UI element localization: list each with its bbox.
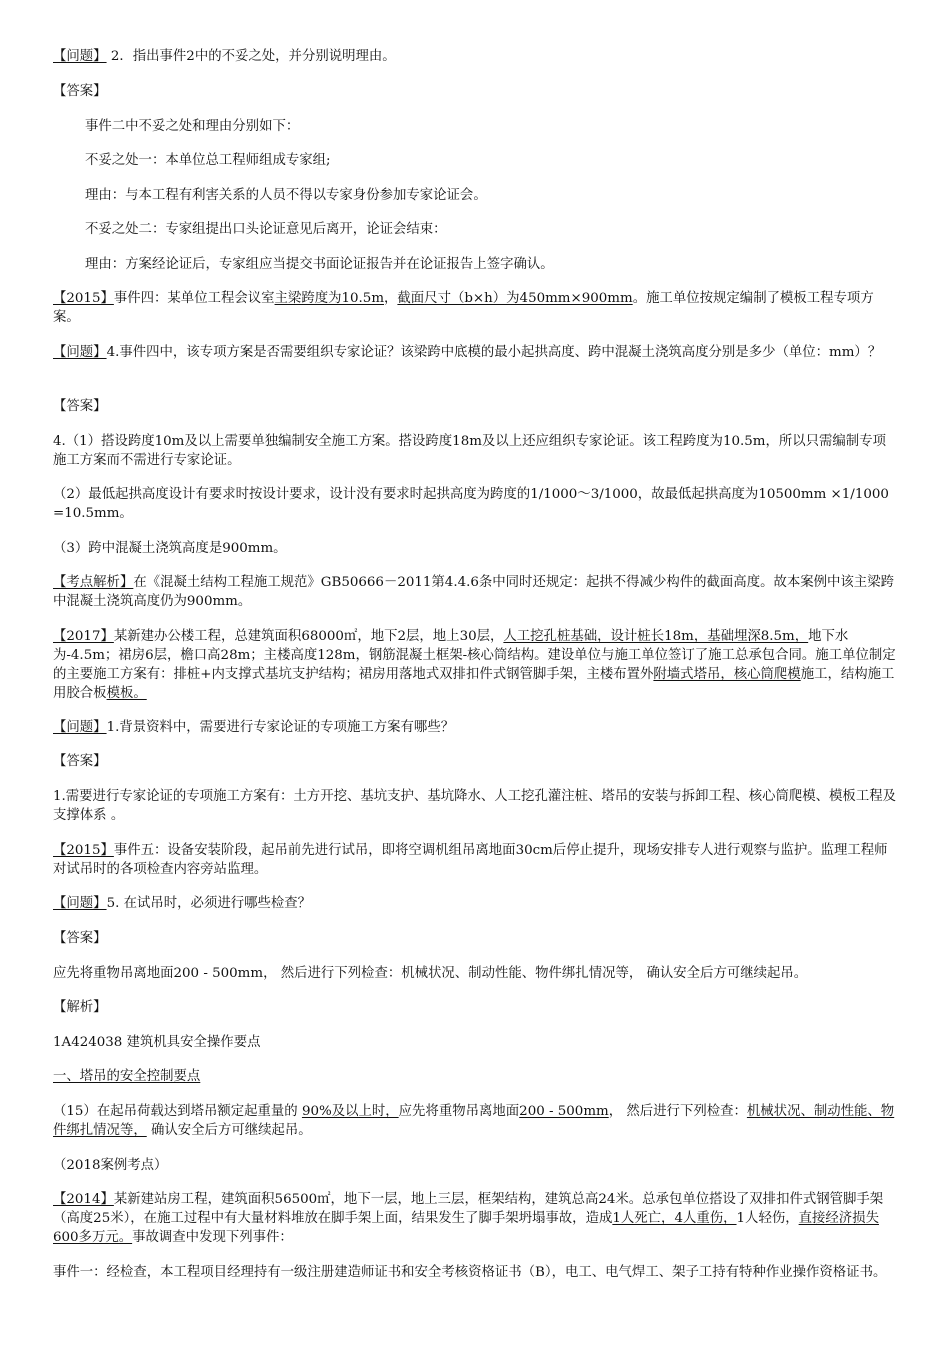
answer-1: 1.需要进行专家论证的专项施工方案有：土方开挖、基坑支护、基坑降水、人工挖孔灌注桩、塔吊的安装与拆卸工程、核心筒爬模、模板工程及支撑体系 。: [53, 789, 896, 823]
improper-point-2: 不妥之处二：专家组提出口头论证意见后离开，论证会结束：: [85, 222, 447, 237]
question-text: 2．指出事件2中的不妥之处，并分别说明理由。: [110, 49, 396, 64]
question-tag: 【问题】: [53, 896, 107, 911]
analysis-tag: 【考点解析】: [53, 575, 134, 590]
case-2017: [53, 627, 898, 703]
underlined-text: 附墙式塔吊，核心筒爬模: [653, 667, 801, 682]
section-code: 1A424038 建筑机具安全操作要点: [53, 1035, 261, 1050]
underlined-text: 模板。: [106, 686, 147, 701]
answer-4-part-3: （3）跨中混凝土浇筑高度是900mm。: [53, 541, 287, 556]
text: 某新建办公楼工程，总建筑面积68000㎡，地下2层，地上30层，: [113, 629, 504, 644]
question-tag: 【问题】: [53, 345, 107, 360]
year-tag: 【2017】: [53, 629, 114, 644]
answer-heading: 【答案】: [53, 399, 107, 414]
text: 地下水为-4.5m；裙房6层，檐口高28m；主楼高度128m，钢筋混凝土框架-核心筒结构。建设单位与施工单位签订了施工总承包合同。施工单位制定的主要施工方案有：排桩+内支撑式基坑支护结构；裙房用落地式双排扣件式钢管脚手架，主楼布置外: [53, 629, 896, 682]
underlined-text: 200 - 500mm: [519, 1104, 609, 1119]
answer-intro: 事件二中不妥之处和理由分别如下：: [85, 119, 300, 134]
exam-point-note: （2018案例考点）: [53, 1158, 168, 1173]
question-tag: 【问题】: [53, 720, 107, 735]
question-1: [53, 718, 454, 737]
answer-5: 应先将重物吊离地面200 - 500mm， 然后进行下列检查：机械状况、制动性能、物件绑扎情况等， 确认安全后方可继续起吊。: [53, 966, 808, 981]
text: 事件四：某单位工程会议室: [113, 291, 275, 306]
rule-15: [53, 1102, 898, 1140]
question-text: 1.背景资料中，需要进行专家论证的专项施工方案有哪些？: [106, 720, 455, 735]
question-text: 5. 在试吊时，必须进行哪些检查？: [106, 896, 312, 911]
text: 应先将重物吊离地面: [398, 1104, 520, 1119]
analysis-text: 在《混凝土结构工程施工规范》GB50666－2011第4.4.6条中同时还规定：起拱不得减少构件的截面高度。故本案例中该主梁跨中混凝土浇筑高度仍为900mm。: [53, 575, 894, 609]
event-1: 事件一：经检查，本工程项目经理持有一级注册建造师证书和安全考核资格证书（B），电工、电气焊工、架子工持有特种作业操作资格证书。: [53, 1265, 887, 1280]
underlined-text: 1人死亡，4人重伤，: [612, 1211, 737, 1226]
answer-heading: 【答案】: [53, 84, 107, 99]
key-point-analysis: [53, 573, 898, 611]
underlined-text: 主梁跨度为10.5m: [274, 291, 385, 306]
year-tag: 【2015】: [53, 291, 114, 306]
underlined-text: 直接经济损失600多万元。: [53, 1211, 879, 1245]
case-2015-event-5: [53, 841, 898, 879]
text: 事故调查中发现下列事件：: [132, 1230, 293, 1245]
reason-1: 理由：与本工程有利害关系的人员不得以专家身份参加专家论证会。: [85, 188, 487, 203]
underlined-text: 人工挖孔桩基础，设计桩长18m，基础埋深8.5m，: [503, 629, 809, 644]
analysis-heading: 【解析】: [53, 1000, 107, 1015]
text: 确认安全后方可继续起吊。: [146, 1123, 312, 1138]
answer-heading: 【答案】: [53, 931, 107, 946]
text: 施工，结构施工用胶合板: [53, 667, 895, 701]
section-heading: 一、塔吊的安全控制要点: [53, 1069, 201, 1084]
answer-4-part-1: 4.（1）搭设跨度10m及以上需要单独编制安全施工方案。搭设跨度18m及以上还应组织专家论证。该工程跨度为10.5m，所以只需编制专项施工方案而不需进行专家论证。: [53, 434, 886, 468]
underlined-text: 截面尺寸（b×h）为450mm×900mm: [397, 291, 633, 306]
case-2014: [53, 1190, 898, 1247]
reason-2: 理由：方案经论证后，专家组应当提交书面论证报告并在论证报告上签字确认。: [85, 257, 554, 272]
case-2015-event-4: [53, 289, 898, 327]
underlined-text: 机械状况、制动性能、物件绑扎情况等，: [53, 1104, 895, 1138]
question-5: [53, 894, 311, 913]
question-text: 4.事件四中，该专项方案是否需要组织专家论证？该梁跨中底模的最小起拱高度、跨中混凝土浇筑高度分别是多少（单位：mm）？: [106, 345, 882, 360]
text: 1人轻伤，: [736, 1211, 799, 1226]
answer-4-part-2: （2）最低起拱高度设计有要求时按设计要求，设计没有要求时起拱高度为跨度的1/1000～3/1000，故最低起拱高度为10500mm ×1/1000 =10.5mm。: [53, 487, 889, 521]
question-2: [53, 47, 396, 66]
text: 。施工单位按规定编制了模板工程专项方案。: [53, 291, 874, 325]
year-tag: 【2014】: [53, 1192, 114, 1207]
question-tag: 【问题】: [53, 49, 107, 64]
improper-point-1: 不妥之处一：本单位总工程师组成专家组;: [85, 153, 331, 168]
text: ，: [384, 291, 398, 306]
text: 某新建站房工程，建筑面积56500㎡，地下一层，地上三层，框架结构，建筑总高24米。总承包单位搭设了双排扣件式钢管脚手架（高度25米），在施工过程中有大量材料堆放在脚手架上面，结果发生了脚手架坍塌事故，造成: [53, 1192, 884, 1226]
year-tag: 【2015】: [53, 843, 114, 858]
answer-heading: 【答案】: [53, 754, 107, 769]
text: （15）在起吊荷载达到塔吊额定起重量的: [53, 1104, 302, 1119]
underlined-text: 90%及以上时，: [301, 1104, 399, 1119]
text: 事件五：设备安装阶段，起吊前先进行试吊，即将空调机组吊离地面30cm后停止提升，现场安排专人进行观察与监护。监理工程师对试吊时的各项检查内容旁站监理。: [53, 843, 888, 877]
text: ， 然后进行下列检查：: [608, 1104, 747, 1119]
question-4: [53, 343, 881, 362]
